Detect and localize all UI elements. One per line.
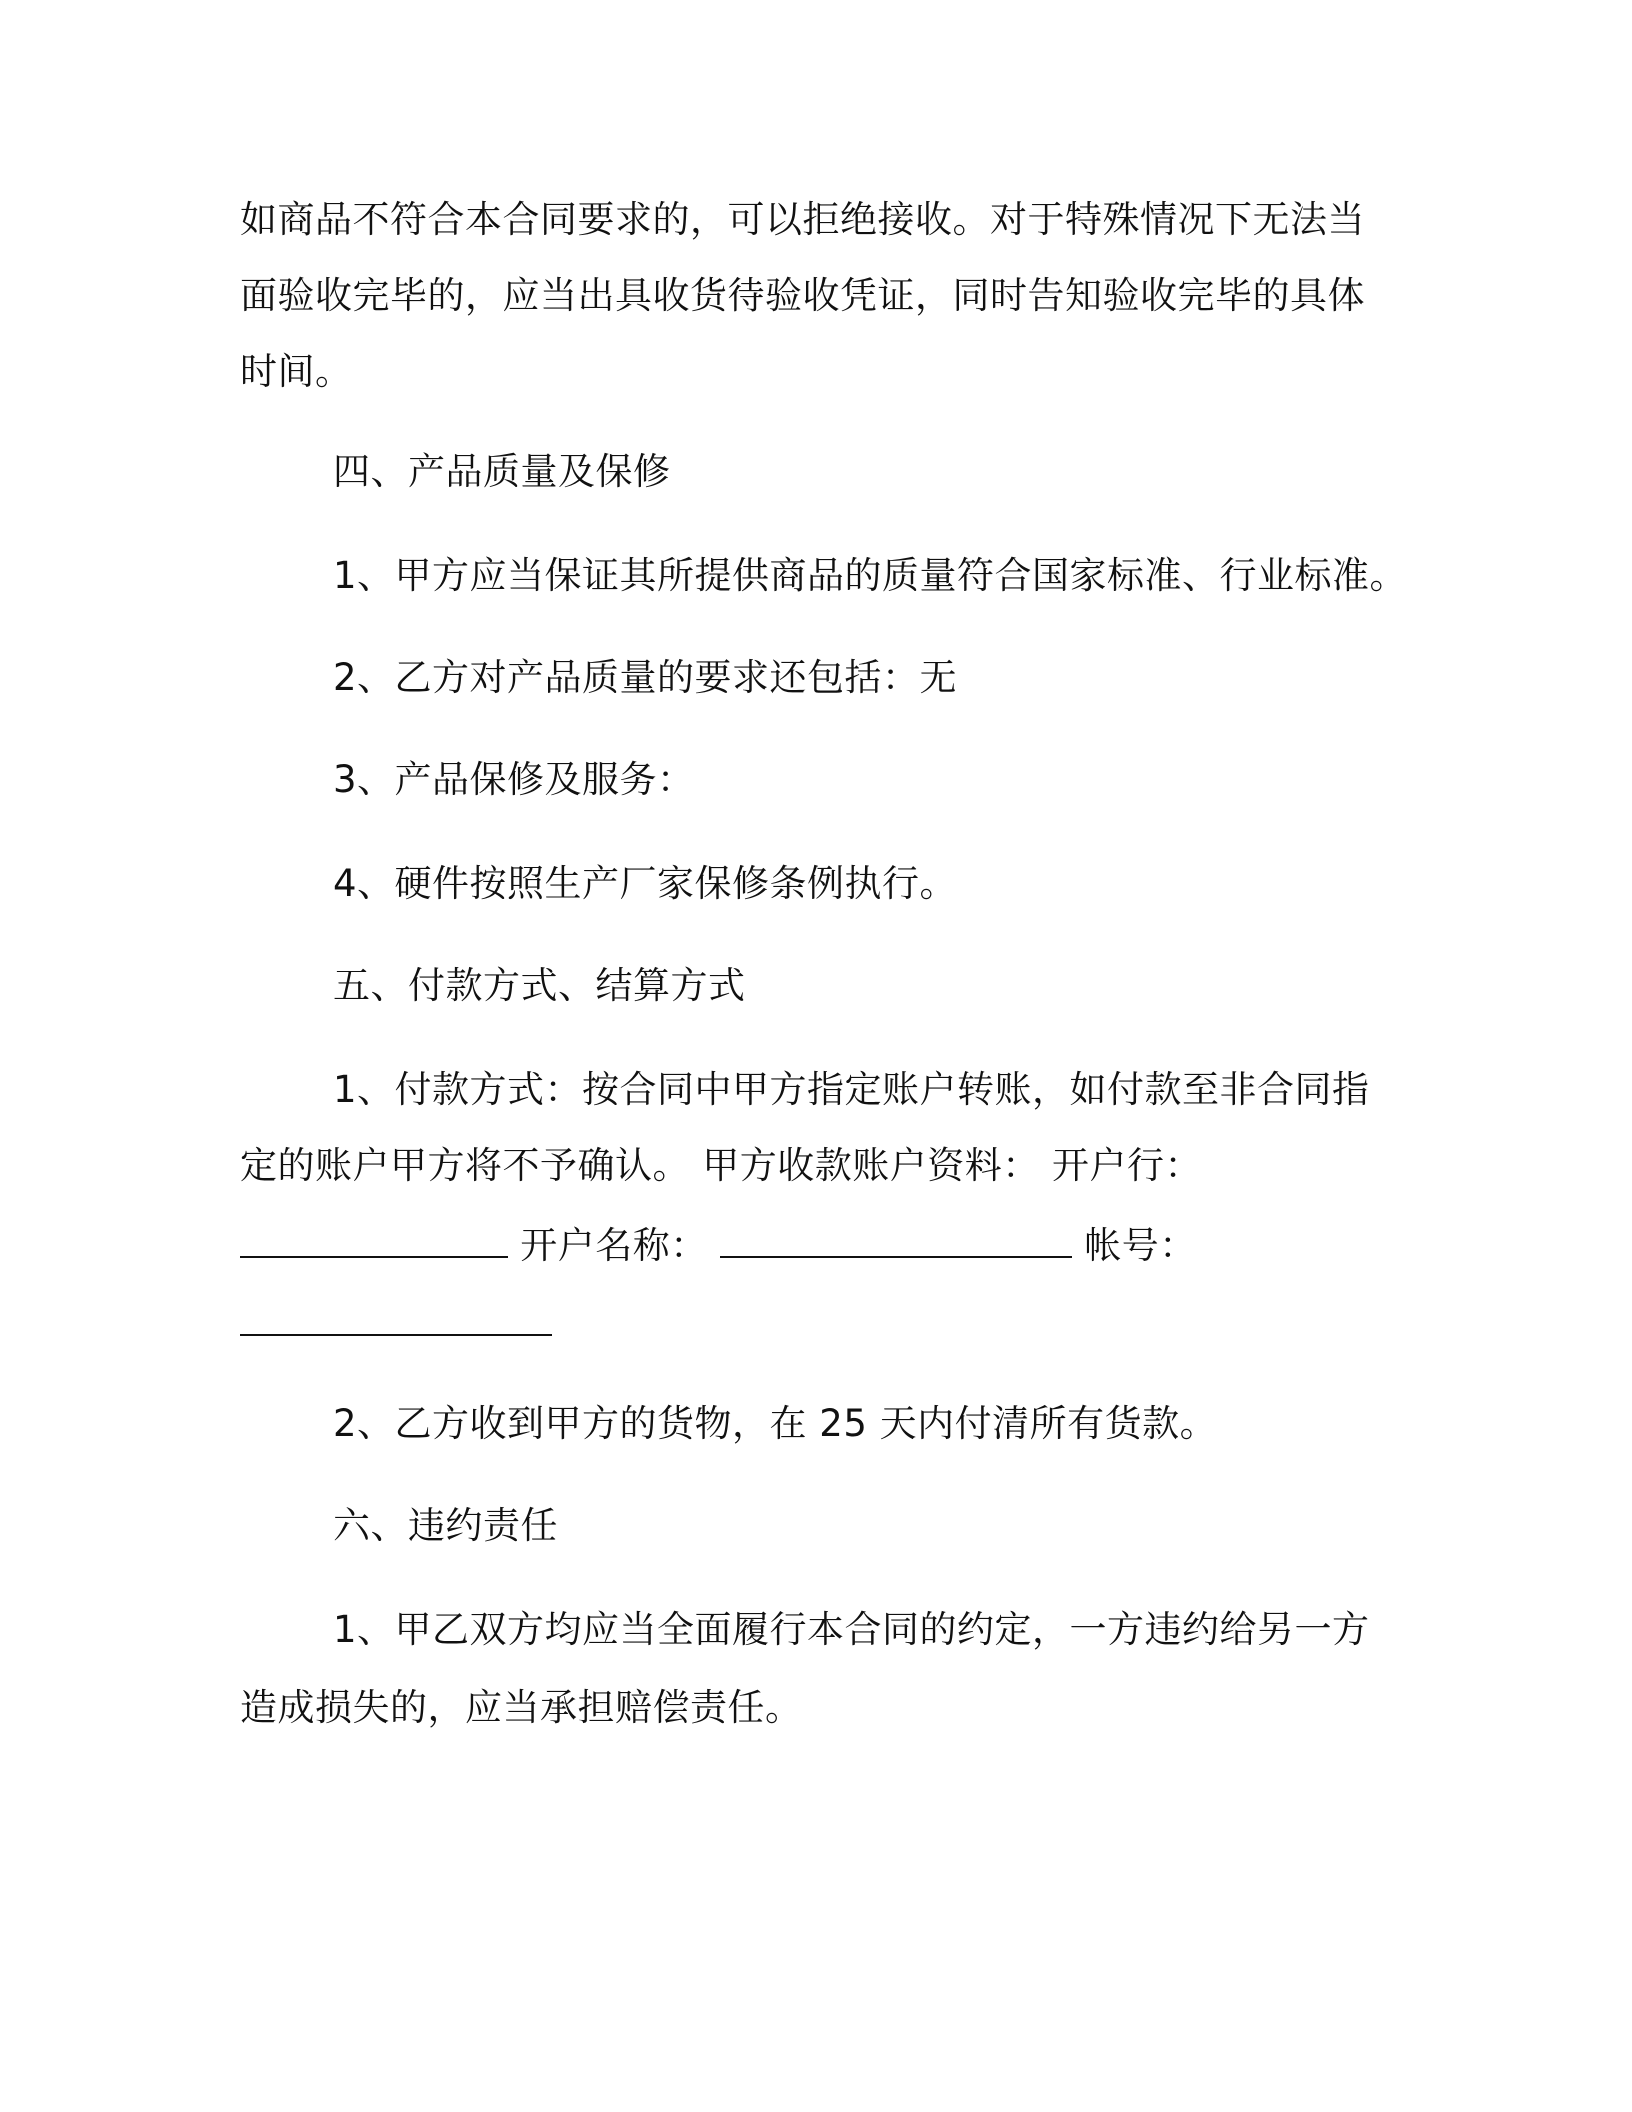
- section-heading: 六、违约责任: [333, 1504, 558, 1547]
- account-name-blank[interactable]: [720, 1220, 1072, 1258]
- account-name-label: 开户名称：: [520, 1224, 708, 1267]
- clause-line: 4、硬件按照生产厂家保修条例执行。: [333, 862, 958, 905]
- account-fields-line: [240, 1220, 1197, 1270]
- clause-line: 1、甲方应当保证其所提供商品的质量符合国家标准、行业标准。: [333, 554, 1408, 597]
- paragraph-line: 如商品不符合本合同要求的，可以拒绝接收。对于特殊情况下无法当: [240, 198, 1365, 241]
- clause-line: 3、产品保修及服务：: [333, 758, 695, 801]
- account-number-line: [240, 1298, 552, 1348]
- account-number-blank[interactable]: [240, 1298, 552, 1336]
- section-heading: 四、产品质量及保修: [333, 450, 671, 493]
- account-number-label: 帐号：: [1084, 1224, 1197, 1267]
- bank-name-blank[interactable]: [240, 1220, 508, 1258]
- clause-line: 2、乙方收到甲方的货物，在 25 天内付清所有货款。: [333, 1402, 1218, 1445]
- clause-line: 1、付款方式：按合同中甲方指定账户转账，如付款至非合同指: [333, 1068, 1370, 1111]
- clause-line: 2、乙方对产品质量的要求还包括：无: [333, 656, 958, 699]
- clause-line: 造成损失的，应当承担赔偿责任。: [240, 1686, 803, 1729]
- clause-line: 1、甲乙双方均应当全面履行本合同的约定，一方违约给另一方: [333, 1608, 1370, 1651]
- clause-line: 定的账户甲方将不予确认。 甲方收款账户资料： 开户行：: [240, 1144, 1203, 1187]
- section-heading: 五、付款方式、结算方式: [333, 964, 746, 1007]
- paragraph-line: 面验收完毕的，应当出具收货待验收凭证，同时告知验收完毕的具体: [240, 274, 1365, 317]
- paragraph-line: 时间。: [240, 350, 353, 393]
